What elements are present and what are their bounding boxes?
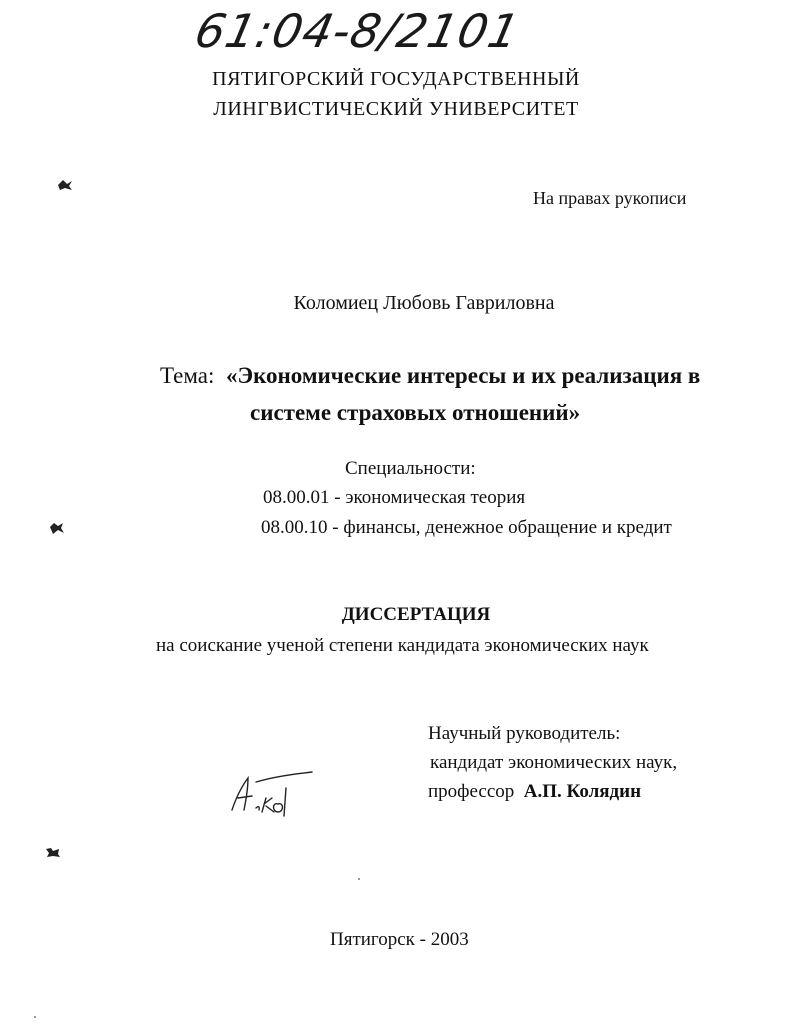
specialties-heading: Специальности:	[345, 458, 476, 479]
degree-line: на соискание ученой степени кандидата экономических наук	[156, 635, 649, 656]
specialty-item: 08.00.10 - финансы, денежное обращение и кредит	[261, 517, 672, 538]
binding-hole-mark-icon	[56, 178, 74, 192]
archive-code: 61:04-8/2101	[190, 4, 525, 58]
supervisor-title: профессор	[428, 781, 515, 802]
supervisor-degree: кандидат экономических наук,	[430, 752, 678, 773]
university-name-line2: ЛИНГВИСТИЧЕСКИЙ УНИВЕРСИТЕТ	[213, 98, 579, 120]
binding-hole-mark-icon	[44, 845, 62, 859]
university-name-line1: ПЯТИГОРСКИЙ ГОСУДАРСТВЕННЫЙ	[212, 68, 580, 90]
dissertation-title: ДИССЕРТАЦИЯ	[341, 604, 491, 625]
manuscript-rights-note: На правах рукописи	[533, 188, 687, 208]
topic-title-line2: системе страховых отношений»	[250, 400, 581, 425]
scan-speck	[34, 1016, 36, 1018]
binding-hole-mark-icon	[48, 521, 66, 535]
topic-label: Тема:	[160, 363, 215, 388]
supervisor-name: А.П. Колядин	[523, 781, 642, 802]
place-year: Пятигорск - 2003	[330, 929, 469, 950]
supervisor-line	[428, 781, 641, 803]
scan-speck	[358, 878, 360, 880]
supervisor-label: Научный руководитель:	[428, 723, 621, 744]
author-name: Коломиец Любовь Гавриловна	[293, 292, 555, 314]
handwritten-signature	[226, 768, 316, 818]
topic-title-line1: «Экономические интересы и их реализация в	[226, 363, 701, 388]
specialty-item: 08.00.01 - экономическая теория	[263, 487, 526, 508]
